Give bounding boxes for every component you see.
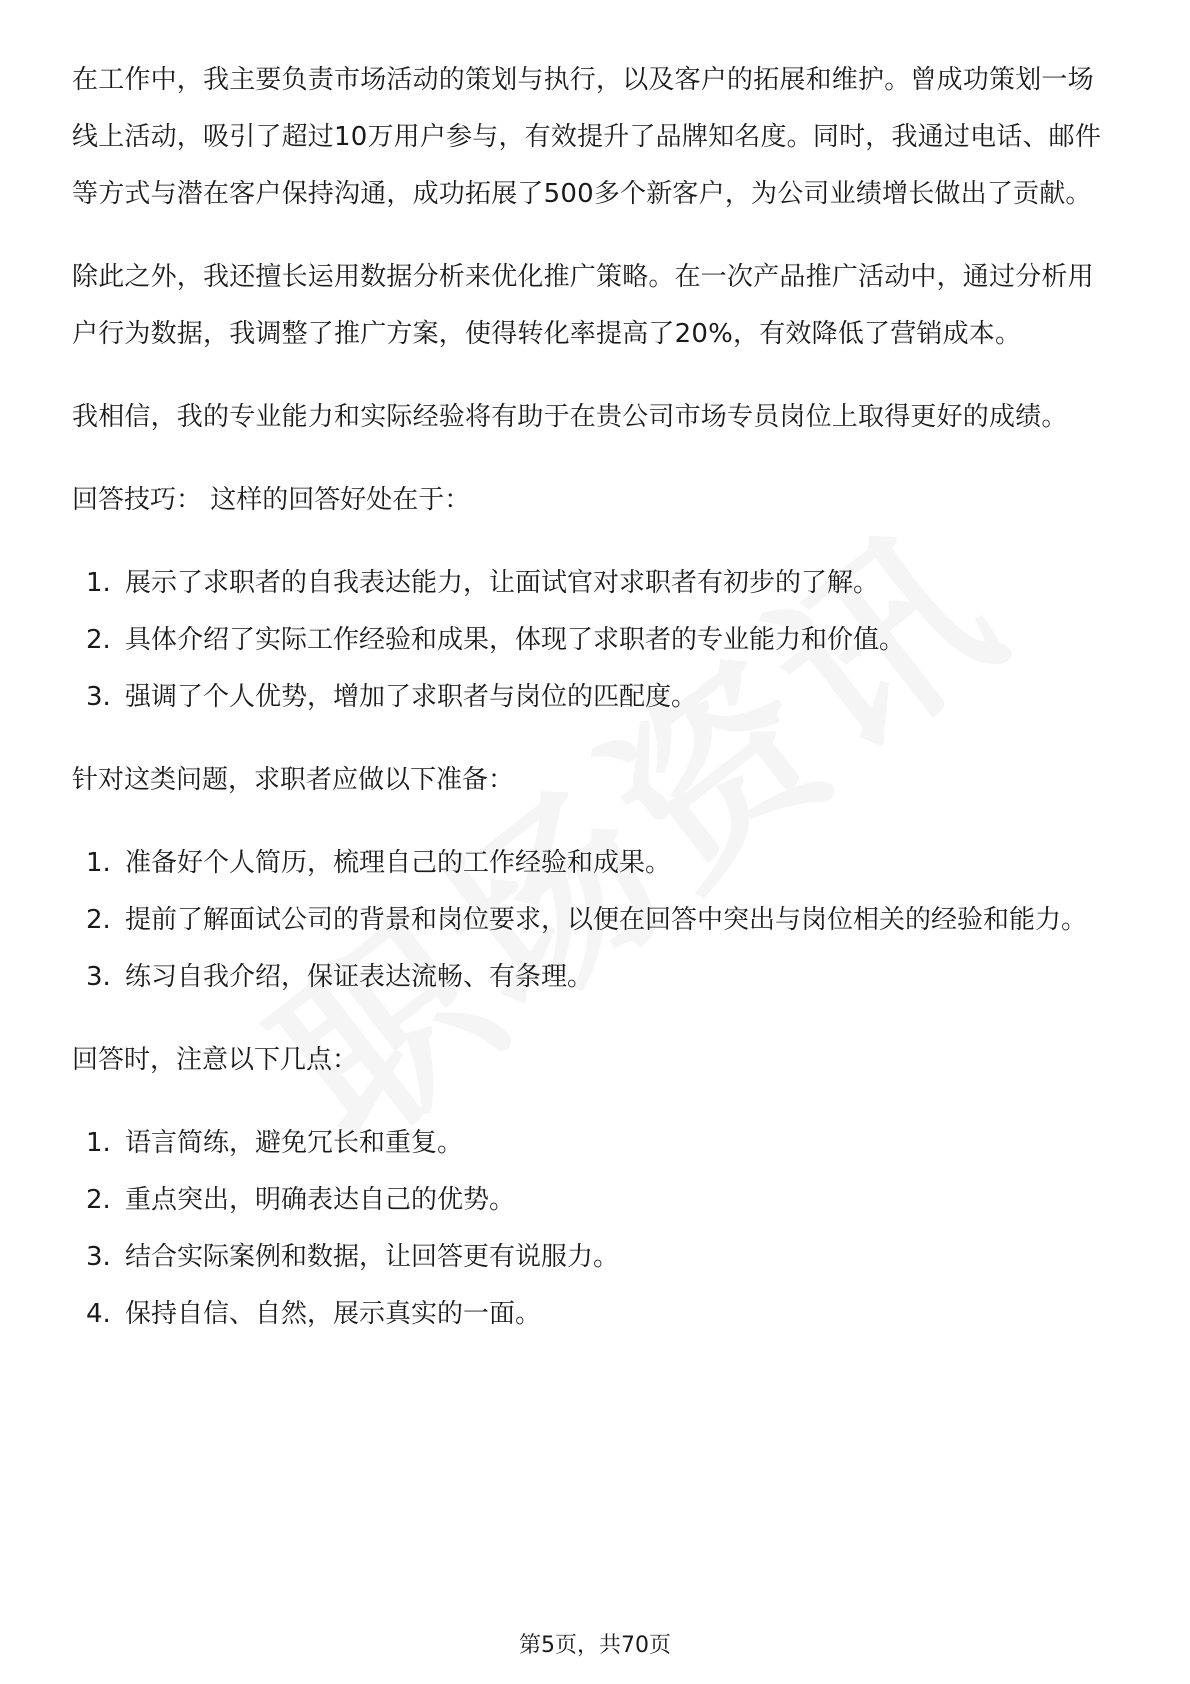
notes-list — [72, 1115, 1116, 1343]
list-item-number: 2. — [86, 1185, 111, 1215]
list-item-number: 3. — [86, 682, 111, 712]
list-item-text: 重点突出，明确表达自己的优势。 — [125, 1185, 516, 1215]
list-item-text: 保持自信、自然，展示真实的一面。 — [125, 1299, 542, 1329]
list-item — [72, 1229, 1116, 1286]
list-item-number: 2. — [86, 625, 111, 655]
list-item — [72, 669, 1116, 726]
tips-list — [72, 555, 1116, 726]
page-number-footer: 第5页，共70页 — [519, 1633, 671, 1658]
list-item-text: 具体介绍了实际工作经验和成果，体现了求职者的专业能力和价值。 — [125, 625, 906, 655]
list-item — [72, 1172, 1116, 1229]
list-item-text: 展示了求职者的自我表达能力，让面试官对求职者有初步的了解。 — [125, 568, 880, 598]
list-item-number: 3. — [86, 1242, 111, 1272]
list-item-number: 3. — [86, 962, 111, 992]
tips-heading: 回答技巧： 这样的回答好处在于： — [72, 485, 471, 515]
list-item — [72, 949, 1116, 1006]
list-item-number: 1. — [86, 848, 111, 878]
list-item — [72, 835, 1116, 892]
list-item — [72, 555, 1116, 612]
list-item-number: 1. — [86, 568, 111, 598]
list-item-text: 结合实际案例和数据，让回答更有说服力。 — [125, 1242, 620, 1272]
list-item-text: 提前了解面试公司的背景和岗位要求，以便在回答中突出与岗位相关的经验和能力。 — [125, 905, 1088, 935]
list-item-text: 强调了个人优势，增加了求职者与岗位的匹配度。 — [125, 682, 698, 712]
list-item-number: 1. — [86, 1128, 111, 1158]
list-item-number: 2. — [86, 905, 111, 935]
list-item-number: 4. — [86, 1299, 111, 1329]
paragraph-data-analysis: 除此之外，我还擅长运用数据分析来优化推广策略。在一次产品推广活动中，通过分析用户行为数据，我调整了推广方案，使得转化率提高了20%，有效降低了营销成本。 — [72, 262, 1094, 349]
list-item-text: 练习自我介绍，保证表达流畅、有条理。 — [125, 962, 594, 992]
preparation-heading: 针对这类问题，求职者应做以下准备： — [72, 765, 515, 795]
list-item-text: 准备好个人简历，梳理自己的工作经验和成果。 — [125, 848, 672, 878]
paragraph-confidence: 我相信，我的专业能力和实际经验将有助于在贵公司市场专员岗位上取得更好的成绩。 — [72, 402, 1068, 432]
notes-heading: 回答时，注意以下几点： — [72, 1045, 359, 1075]
document-body — [72, 52, 1116, 1369]
preparation-list — [72, 835, 1116, 1006]
paragraph-work-experience: 在工作中，我主要负责市场活动的策划与执行，以及客户的拓展和维护。曾成功策划一场线上活动，吸引了超过10万用户参与，有效提升了品牌知名度。同时，我通过电话、邮件等方式与潜在客户保持沟通，成功拓展了500多个新客户，为公司业绩增长做出了贡献。 — [72, 65, 1102, 209]
list-item — [72, 892, 1116, 949]
list-item — [72, 1286, 1116, 1343]
list-item — [72, 612, 1116, 669]
list-item — [72, 1115, 1116, 1172]
list-item-text: 语言简练，避免冗长和重复。 — [125, 1128, 464, 1158]
